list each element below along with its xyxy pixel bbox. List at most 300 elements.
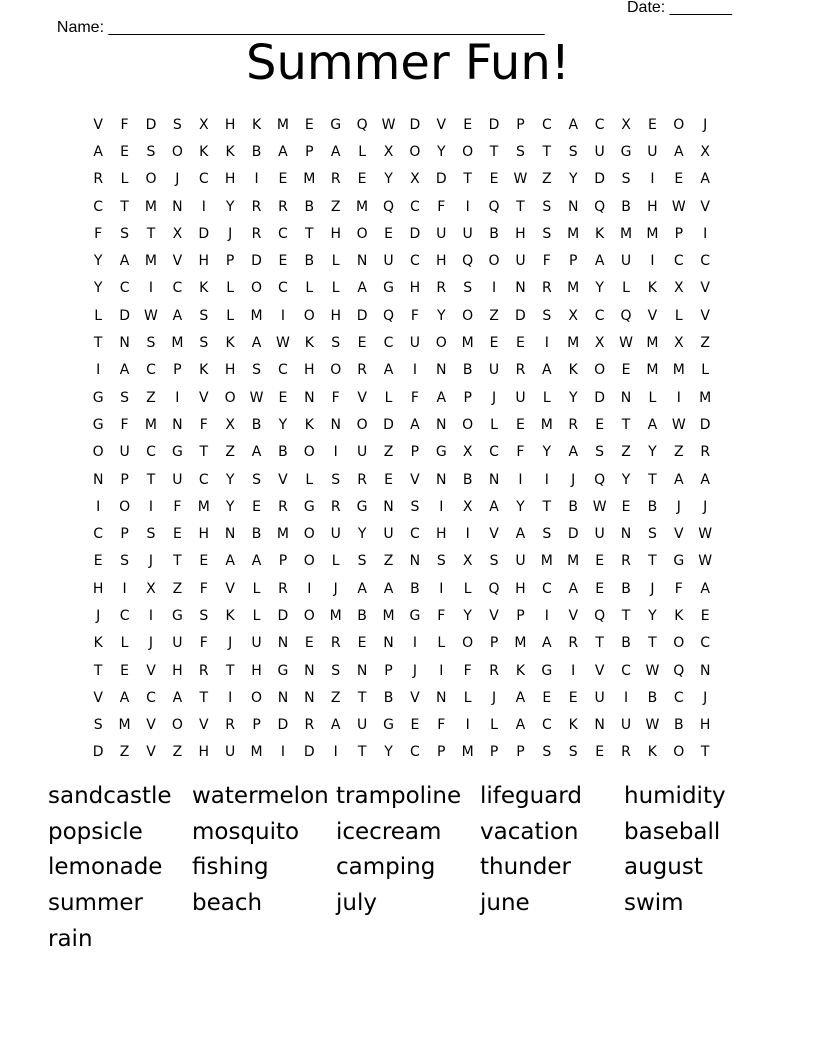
grid-letter: E (304, 635, 314, 652)
grid-letter: N (620, 526, 632, 543)
grid-letter: X (462, 444, 473, 461)
grid-letter: B (278, 444, 288, 461)
grid-letter: S (252, 471, 261, 488)
grid-letter: A (489, 498, 499, 515)
grid-letter: T (542, 498, 552, 515)
grid-letter: D (435, 171, 447, 188)
grid-letter: B (673, 717, 684, 734)
grid-letter: F (120, 416, 129, 433)
grid-letter: B (304, 253, 315, 270)
grid-letter: I (676, 389, 681, 406)
grid-letter: J (491, 689, 497, 706)
grid-letter: A (119, 253, 130, 270)
grid-letter: U (225, 744, 236, 761)
grid-letter: Z (330, 689, 341, 706)
grid-letter: H (436, 253, 447, 270)
word-list-item: sandcastle (48, 782, 172, 809)
grid-letter: I (96, 362, 101, 379)
grid-letter: R (278, 498, 288, 515)
grid-letter: H (224, 171, 236, 188)
grid-letter: Z (383, 444, 394, 461)
grid-letter: A (172, 307, 183, 324)
grid-letter: L (490, 717, 498, 734)
grid-letter: E (489, 171, 499, 188)
grid-letter: H (198, 253, 210, 270)
grid-letter: E (463, 116, 473, 133)
word-list-item: summer (48, 889, 143, 916)
grid-letter: E (516, 416, 525, 433)
grid-letter: T (463, 171, 472, 188)
grid-letter: F (542, 253, 551, 270)
grid-letter: Y (225, 471, 235, 488)
grid-letter: N (277, 689, 289, 706)
grid-letter: M (672, 362, 685, 379)
grid-letter: A (436, 389, 447, 406)
grid-letter: Y (384, 171, 393, 188)
grid-letter: D (383, 416, 394, 433)
grid-letter: T (648, 471, 657, 488)
grid-letter: O (303, 553, 315, 570)
grid-letter: I (96, 498, 101, 515)
grid-letter: W (645, 717, 660, 734)
grid-letter: H (172, 662, 183, 679)
grid-letter: H (515, 580, 526, 597)
grid-letter: C (489, 444, 499, 461)
grid-letter: G (541, 662, 553, 679)
grid-letter: O (356, 225, 368, 242)
grid-letter: M (303, 171, 316, 188)
word-list-item: beach (192, 889, 263, 916)
grid-letter: B (647, 689, 658, 706)
grid-letter: S (542, 526, 552, 543)
grid-letter: E (384, 225, 393, 242)
grid-letter: S (146, 526, 156, 543)
grid-letter: U (594, 143, 605, 160)
grid-letter: G (171, 444, 183, 461)
grid-letter: M (250, 744, 263, 761)
grid-letter: O (224, 389, 236, 406)
grid-letter: G (171, 607, 183, 624)
grid-letter: A (330, 717, 341, 734)
grid-letter: F (674, 580, 683, 597)
grid-letter: O (673, 635, 685, 652)
grid-letter: D (119, 307, 130, 324)
grid-letter: B (489, 225, 499, 242)
grid-letter: B (304, 198, 315, 215)
grid-letter: A (700, 580, 710, 597)
grid-letter: M (144, 198, 158, 215)
grid-letter: J (148, 553, 154, 570)
grid-letter: M (567, 280, 580, 297)
grid-letter: B (647, 498, 658, 515)
grid-letter: G (356, 498, 368, 515)
grid-letter: C (700, 253, 711, 270)
grid-letter: L (384, 389, 393, 406)
grid-letter: O (673, 116, 685, 133)
grid-letter: V (410, 471, 420, 488)
grid-letter: E (595, 580, 605, 597)
grid-letter: U (119, 444, 130, 461)
grid-letter: Y (542, 444, 552, 461)
grid-letter: H (436, 526, 447, 543)
grid-letter: V (489, 526, 499, 543)
grid-letter: M (567, 553, 580, 570)
grid-letter: D (145, 116, 157, 133)
grid-letter: C (621, 662, 631, 679)
grid-letter: I (122, 580, 127, 597)
grid-letter: Z (621, 444, 631, 461)
grid-letter: A (119, 689, 130, 706)
grid-letter: Y (621, 471, 631, 488)
grid-letter: I (307, 580, 312, 597)
grid-letter: C (119, 280, 130, 297)
grid-letter: W (645, 662, 660, 679)
grid-letter: B (621, 580, 631, 597)
word-list-item: trampoline (336, 782, 462, 809)
grid-letter: H (330, 307, 341, 324)
grid-letter: X (673, 280, 684, 297)
grid-letter: E (304, 116, 314, 133)
grid-letter: R (251, 198, 262, 215)
grid-letter: V (278, 471, 288, 488)
grid-letter: T (516, 198, 525, 215)
grid-letter: T (621, 416, 631, 433)
grid-letter: I (333, 744, 338, 761)
grid-letter: N (304, 662, 315, 679)
grid-letter: O (303, 444, 315, 461)
grid-letter: R (225, 717, 236, 734)
grid-letter: M (646, 335, 659, 352)
grid-letter: M (540, 553, 553, 570)
grid-letter: A (251, 444, 262, 461)
grid-letter: C (146, 362, 156, 379)
grid-letter: C (409, 526, 420, 543)
grid-letter: E (172, 526, 182, 543)
grid-letter: R (304, 717, 315, 734)
grid-letter: Z (225, 444, 235, 461)
grid-letter: E (278, 389, 288, 406)
grid-letter: M (699, 389, 712, 406)
grid-letter: S (199, 335, 209, 352)
grid-letter: K (225, 143, 235, 160)
grid-letter: E (410, 717, 420, 734)
grid-letter: Y (516, 498, 525, 515)
grid-letter: C (409, 253, 420, 270)
word-list-item: lemonade (48, 854, 163, 881)
grid-letter: X (198, 116, 209, 133)
grid-letter: U (383, 526, 394, 543)
grid-letter: O (330, 362, 342, 379)
grid-letter: M (276, 116, 289, 133)
grid-letter: L (226, 307, 235, 324)
grid-letter: O (145, 171, 157, 188)
grid-letter: L (226, 280, 235, 297)
grid-letter: M (356, 198, 369, 215)
grid-letter: Z (673, 444, 684, 461)
grid-letter: P (437, 744, 446, 761)
grid-letter: A (383, 362, 394, 379)
grid-letter: M (171, 335, 184, 352)
grid-letter: V (198, 717, 209, 734)
grid-letter: P (305, 143, 314, 160)
grid-letter: J (333, 580, 338, 597)
grid-letter: L (622, 280, 630, 297)
grid-letter: T (225, 662, 235, 679)
grid-letter: I (544, 471, 549, 488)
grid-letter: N (119, 335, 130, 352)
grid-letter: A (172, 689, 183, 706)
grid-letter: M (276, 526, 289, 543)
grid-letter: O (673, 744, 685, 761)
grid-letter: M (144, 253, 158, 270)
grid-letter: N (304, 689, 315, 706)
grid-letter: T (199, 444, 209, 461)
grid-letter: B (621, 635, 631, 652)
grid-letter: E (93, 553, 103, 570)
grid-letter: J (571, 471, 576, 488)
grid-letter: S (489, 553, 499, 570)
grid-letter: D (594, 389, 605, 406)
grid-letter: S (542, 225, 552, 242)
grid-letter: N (92, 471, 104, 488)
grid-letter: N (699, 662, 711, 679)
grid-letter: M (514, 635, 527, 652)
grid-letter: O (251, 280, 263, 297)
grid-letter: M (646, 225, 659, 242)
grid-letter: N (356, 253, 368, 270)
grid-letter: H (647, 198, 658, 215)
grid-letter: H (515, 225, 526, 242)
grid-letter: E (621, 362, 631, 379)
grid-letter: E (595, 744, 605, 761)
grid-letter: W (671, 416, 686, 433)
grid-letter: C (673, 253, 684, 270)
grid-letter: E (357, 171, 367, 188)
grid-letter: F (437, 607, 446, 624)
grid-letter: G (330, 116, 342, 133)
grid-letter: C (93, 198, 104, 215)
grid-letter: O (409, 143, 421, 160)
word-list-item: swim (624, 889, 684, 916)
grid-letter: L (542, 389, 551, 406)
grid-letter: M (567, 225, 580, 242)
grid-letter: V (674, 526, 684, 543)
grid-letter: S (568, 143, 578, 160)
grid-letter: F (410, 389, 419, 406)
grid-letter: W (249, 389, 264, 406)
grid-letter: A (700, 471, 710, 488)
grid-letter: P (173, 362, 182, 379)
grid-letter: I (228, 689, 233, 706)
grid-letter: J (412, 662, 417, 679)
grid-letter: Q (594, 198, 606, 215)
grid-letter: C (198, 471, 209, 488)
grid-letter: M (461, 744, 474, 761)
grid-letter: K (199, 362, 209, 379)
grid-letter: I (148, 498, 154, 515)
word-list-item: fishing (192, 854, 269, 881)
grid-letter: Y (436, 143, 446, 160)
grid-letter: I (465, 198, 470, 215)
grid-letter: F (173, 498, 182, 515)
grid-letter: V (146, 662, 156, 679)
grid-letter: X (594, 335, 605, 352)
grid-letter: R (278, 580, 288, 597)
grid-letter: S (199, 307, 209, 324)
grid-letter: L (305, 471, 314, 488)
grid-letter: C (172, 280, 183, 297)
grid-letter: F (331, 389, 340, 406)
grid-letter: R (436, 280, 447, 297)
grid-letter: E (278, 171, 288, 188)
grid-letter: W (698, 526, 713, 543)
grid-letter: O (303, 307, 315, 324)
grid-letter: T (199, 689, 209, 706)
grid-letter: U (515, 253, 526, 270)
grid-letter: P (384, 662, 393, 679)
grid-letter: X (462, 553, 473, 570)
grid-letter: J (703, 116, 708, 133)
grid-letter: Z (383, 553, 394, 570)
grid-letter: A (251, 335, 262, 352)
grid-letter: X (225, 416, 235, 433)
grid-letter: Z (119, 744, 130, 761)
grid-letter: K (225, 335, 235, 352)
name-field: Name: _________________________________________________ (56, 19, 545, 36)
grid-letter: B (568, 498, 579, 515)
grid-letter: E (120, 662, 130, 679)
grid-letter: X (700, 143, 710, 160)
grid-letter: D (594, 171, 605, 188)
grid-letter: F (199, 580, 208, 597)
grid-letter: A (357, 580, 367, 597)
grid-letter: P (278, 553, 288, 570)
grid-letter: V (700, 198, 710, 215)
grid-letter: F (516, 444, 525, 461)
grid-letter: S (542, 307, 552, 324)
grid-letter: E (357, 635, 367, 652)
grid-letter: S (146, 335, 156, 352)
grid-letter: F (463, 662, 472, 679)
grid-letter: O (356, 416, 368, 433)
grid-letter: O (119, 498, 131, 515)
grid-letter: J (491, 389, 497, 406)
grid-letter: L (674, 307, 683, 324)
grid-letter: K (304, 335, 314, 352)
grid-letter: N (383, 635, 394, 652)
grid-letter: E (252, 498, 261, 515)
grid-letter: N (172, 416, 183, 433)
grid-letter: L (331, 253, 340, 270)
grid-letter: A (568, 580, 579, 597)
grid-letter: T (93, 335, 103, 352)
grid-letter: I (491, 280, 497, 297)
grid-letter: L (252, 607, 261, 624)
grid-letter: M (619, 225, 633, 242)
grid-letter: U (515, 389, 526, 406)
grid-letter: E (489, 335, 499, 352)
grid-letter: N (356, 662, 368, 679)
grid-letter: D (409, 116, 421, 133)
grid-letter: U (488, 362, 500, 379)
grid-letter: I (148, 280, 154, 297)
grid-letter: P (252, 717, 261, 734)
word-list-item: popsicle (48, 818, 143, 845)
word-list-item: humidity (624, 782, 726, 809)
grid-letter: F (120, 116, 129, 133)
grid-letter: V (410, 689, 420, 706)
grid-letter: H (224, 116, 236, 133)
grid-letter: E (120, 143, 130, 160)
grid-letter: N (567, 198, 579, 215)
grid-letter: C (594, 116, 605, 133)
grid-letter: K (93, 635, 103, 652)
grid-letter: J (228, 635, 233, 652)
grid-letter: H (699, 717, 711, 734)
grid-letter: I (544, 335, 549, 352)
grid-letter: A (674, 143, 684, 160)
grid-letter: B (462, 471, 473, 488)
grid-letter: G (277, 662, 289, 679)
grid-letter: R (541, 280, 552, 297)
grid-letter: Y (357, 526, 367, 543)
grid-letter: N (172, 198, 183, 215)
grid-letter: T (648, 635, 657, 652)
grid-letter: T (542, 143, 552, 160)
word-list-item: thunder (480, 854, 571, 881)
grid-letter: Y (568, 171, 578, 188)
grid-letter: N (436, 689, 447, 706)
grid-letter: V (357, 389, 367, 406)
grid-letter: P (120, 526, 129, 543)
grid-letter: Z (330, 198, 341, 215)
grid-letter: A (674, 471, 684, 488)
grid-letter: U (251, 635, 262, 652)
grid-letter: I (439, 498, 444, 515)
grid-letter: J (676, 498, 681, 515)
grid-letter: V (198, 389, 209, 406)
word-list-item: vacation (480, 818, 579, 845)
grid-letter: A (515, 717, 526, 734)
grid-letter: C (278, 225, 288, 242)
grid-letter: G (435, 444, 447, 461)
grid-letter: R (330, 171, 341, 188)
grid-letter: D (277, 607, 289, 624)
grid-letter: S (436, 553, 446, 570)
grid-letter: M (250, 307, 263, 324)
grid-letter: G (92, 416, 104, 433)
word-list-item: august (624, 854, 703, 881)
grid-letter: A (330, 143, 341, 160)
grid-letter: J (703, 498, 708, 515)
grid-letter: S (252, 362, 261, 379)
word-list-item: lifeguard (480, 782, 582, 809)
grid-letter: I (465, 526, 470, 543)
grid-letter: F (437, 717, 446, 734)
grid-letter: U (647, 143, 658, 160)
grid-letter: D (356, 307, 368, 324)
grid-letter: I (439, 580, 444, 597)
grid-letter: U (172, 635, 183, 652)
grid-letter: T (93, 662, 103, 679)
grid-letter: X (673, 335, 684, 352)
grid-letter: W (144, 307, 158, 324)
grid-letter: Y (384, 744, 393, 761)
grid-letter: O (92, 444, 104, 461)
grid-letter: G (383, 717, 394, 734)
grid-letter: X (410, 171, 420, 188)
grid-letter: K (568, 717, 578, 734)
